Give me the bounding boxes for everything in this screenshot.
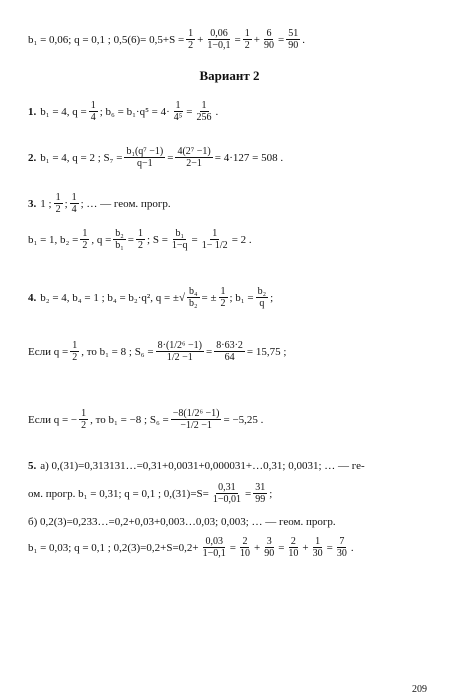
text: ; [270,291,274,304]
text: = 4·127 = 508 . [214,151,284,164]
fraction: $\frac{2}{10}$ [288,536,299,559]
fraction: $\frac{1}{256}$ [196,100,212,123]
fraction: $\frac{0,06}{1-0,1}$ [207,28,231,51]
text: ; b₁ = [229,291,254,304]
fraction: $\frac{1}{2}$ [188,28,194,51]
text: ом. прогр. b₁ = 0,31; q = 0,1 ; 0,(31)=S= [28,487,209,500]
text: Если q = − [28,413,78,426]
text: = [277,33,285,46]
text: b₁ = 4, q = 2 ; S₇ = [40,151,123,164]
fraction: $\frac{1}{2}$ [138,228,144,251]
fraction: 1 2 [55,192,61,215]
problem-4-line-3 [28,408,263,431]
text: = [245,487,252,500]
fraction: $\frac{2}{10}$ [239,536,250,559]
text: ; [269,487,273,500]
problem-3-line-1 [28,192,171,215]
fraction: $\frac{\text{b₂}}{\text{b₁}}$ [115,228,124,251]
problem-5-line-4 [28,536,354,559]
problem-number: 3. [28,197,37,210]
text: . [302,33,305,46]
problem-5-line-3 [28,516,336,528]
fraction: $\frac{1}{2}$ [220,286,226,309]
fraction: $\frac{1}{4}$ [90,100,96,123]
problem-3-line-2 [28,228,252,251]
text: = −5,25 . [223,413,264,426]
text: = [127,233,135,246]
text: б) 0,2(3)=0,233…=0,2+0,03+0,003…0,03; 0,003; … — геом. прогр. [28,516,336,528]
page-number: 209 [412,684,427,695]
text: а) 0,(31)=0,313131…=0,31+0,0031+0,000031+…0,31; 0,0031; … — ге- [40,460,365,472]
text: . [215,105,219,118]
problem-1 [28,100,218,123]
problem-number: 1. [28,105,37,118]
fraction: $\frac{1}{2}$ [72,340,78,363]
fraction: $\frac{\text{−8(1/2⁶ −1)}}{-1/2 -1}$ [172,408,220,431]
text: = [206,345,213,358]
text: , q = [91,233,112,246]
text: b₂ = 4, b₄ = 1 ; b₄ = b₂·q², q = ±√ [40,291,185,304]
text: b₁ = 4, q = [40,105,87,118]
fraction: $\frac{8\cdot 63\cdot 2}{64}$ [216,340,243,363]
fraction: $\frac{6}{90}$ [263,28,274,51]
fraction: $\frac{1}{1- 1/2}$ [201,228,228,251]
text: + [253,33,260,46]
fraction: $\frac{1}{\text{4⁵}}$ [173,100,183,123]
text: , то b₁ = 8 ; S₆ = [81,345,154,358]
text: = [191,233,198,246]
text: ; [64,197,68,210]
problem-number: 5. [28,460,37,472]
fraction: $\frac{\text{8·(1/2⁶ −1)}}{1/2 -1}$ [157,340,203,363]
fraction: $\frac{1}{30}$ [312,536,323,559]
text: = [326,541,333,554]
fraction: $\frac{3}{90}$ [264,536,275,559]
fraction: $\frac{1}{2}$ [82,228,88,251]
fraction: $\frac{\text{4(2⁷ −1)}}{2-1}$ [177,146,211,169]
fraction: $\frac{7}{30}$ [336,536,347,559]
text: ; … — геом. прогр. [80,197,171,210]
text: b₁ = 0,03; q = 0,1 ; 0,2(3)=0,2+S=0,2+ [28,541,199,554]
fraction: $\frac{31}{99}$ [255,482,266,505]
fraction: $\frac{\text{b₄}}{\text{b₂}}$ [189,286,198,309]
fraction: $\frac{\text{b₁(q⁷ −1)}}{q-1}$ [126,146,164,169]
problem-4-line-2 [28,340,286,363]
text: ; b₆ = b₁·q⁵ = 4· [99,105,170,118]
fraction: $\frac{\text{b₁}}{1-q}$ [171,228,188,251]
text: Если q = [28,345,69,358]
problem-5-line-1 [28,460,365,472]
text: = [186,105,193,118]
text: b₁ = 1, b₂ = [28,233,79,246]
text: + [197,33,204,46]
problem-5-line-2 [28,482,272,505]
text: = ± [201,291,217,304]
text: + [253,541,261,554]
fraction: 1 4 [71,192,77,215]
text: + [302,541,309,554]
fraction: $\frac{51}{90}$ [288,28,299,51]
text: = [278,541,285,554]
text: = [234,33,241,46]
text: = [167,151,174,164]
text: = [229,541,236,554]
text: , то b₁ = −8 ; S₆ = [90,413,169,426]
text: . [350,541,354,554]
section-heading: Вариант 2 [199,68,260,83]
problem-2 [28,146,283,169]
problem-4-line-1 [28,286,273,309]
text: 1 ; [40,197,52,210]
fraction: $\frac{0,03}{1-0,1}$ [202,536,226,559]
fraction: $\frac{\text{b₂}}{q}$ [257,286,267,309]
fraction: $\frac{1}{2}$ [81,408,87,431]
fraction: $\frac{1}{2}$ [244,28,250,51]
text: ; S = [147,233,168,246]
text: = 15,75 ; [246,345,287,358]
fraction: $\frac{0,31}{1-0,01}$ [212,482,241,505]
line-top [28,28,305,51]
text: = 2 . [231,233,252,246]
text: b₁ = 0,06; q = 0,1 ; 0,5(6)= 0,5+S = [28,33,185,46]
problem-number: 4. [28,291,37,304]
problem-number: 2. [28,151,37,164]
